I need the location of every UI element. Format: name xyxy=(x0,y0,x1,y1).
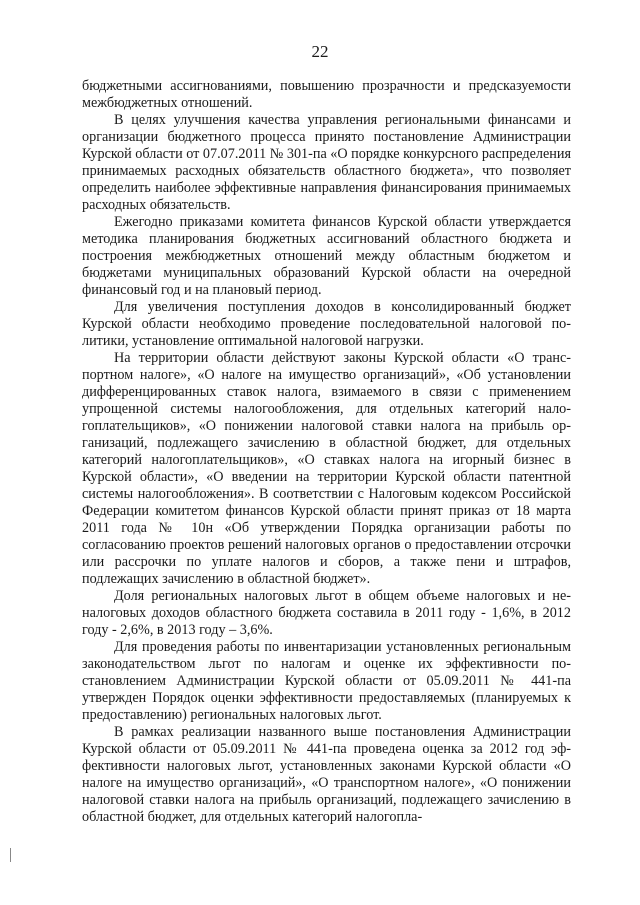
paragraph-budget-process: В целях улучшения качества управления региональными финансами и организации бюджетного процесса принято постановление Администрации Курской области от 07.07.2011 № 301-па «О порядке конкурсного распределения принимаемых расходных обязательств областного бюджета», что позволяет определить наиболее эффективные направления финансирования принимаемых расходных обязательств. xyxy=(82,112,572,213)
scan-margin-mark xyxy=(10,848,11,862)
paragraph-benefit-inventory: Для проведения работы по инвентаризации установленных региональным законодательством льгот по налогам и оценке их эффективности постановлением Администрации Курской области от 05.09.2011 № 441-па утвержден Порядок оценки эффективности предоставляемых (планируемых к предоставлению) региональных налоговых льгот. xyxy=(82,639,571,723)
paragraph-benefit-evaluation: В рамках реализации названного выше постановления Администрации Курской области от 05.09.2011 № 441-па проведена оценка за 2012 год эффективности налоговых льгот, установленных законами Курской области «О налоге на имущество организаций», «О транспортном налоге», «О понижении налоговой ставки налога на прибыль организаций, подлежащего зачислению в областной бюджет, для отдельных категорий налогопла- xyxy=(82,724,571,825)
document-body xyxy=(82,78,571,826)
paragraph-tax-benefit-share: Доля региональных налоговых льгот в общем объеме налоговых и неналоговых доходов областного бюджета составила в 2011 году - 1,6%, в 2012 году - 2,6%, в 2013 году – 3,6%. xyxy=(82,588,571,638)
paragraph-tax-policy: Для увеличения поступления доходов в консолидированный бюджет Курской области необходимо проведение последовательной налоговой политики, установление оптимальной налоговой нагрузки. xyxy=(82,299,571,349)
paragraph-continuation: бюджетными ассигнованиями, повышению прозрачности и предсказуемости межбюджетных отношений. xyxy=(82,78,571,111)
paragraph-regional-tax-laws: На территории области действуют законы Курской области «О транспортном налоге», «О налоге на имущество организаций», «Об установлении дифференцированных ставок налога, взимаемого в связи с применением упрощенной системы налогообложения, для отдельных категорий налогоплательщиков», «О понижении налоговой ставки налога на прибыль организаций, подлежащего зачислению в областной бюджет, для отдельных категорий налогоплательщиков», «О ставках налога на игорный бизнес в Курской области», «О введении на территории Курской области патентной системы налогообложения». В соответствии с Налоговым кодексом Российской Федерации комитетом финансов Курской области принят приказ от 18 марта 2011 года № 10н «Об утверждении Порядка организации работы по согласованию проектов решений налоговых органов о предоставлении отсрочки или рассрочки по уплате налогов и сборов, а также пени и штрафов, подлежащих зачислению в областной бюджет». xyxy=(82,350,571,587)
page-number: 22 xyxy=(311,42,329,61)
paragraph-planning-methodology: Ежегодно приказами комитета финансов Курской области утверждается методика планирования бюджетных ассигнований областного бюджета и построения межбюджетных отношений между областным бюджетом и бюджетами муниципальных образований Курской области на очередной финансовый год и на плановый период. xyxy=(82,214,571,298)
